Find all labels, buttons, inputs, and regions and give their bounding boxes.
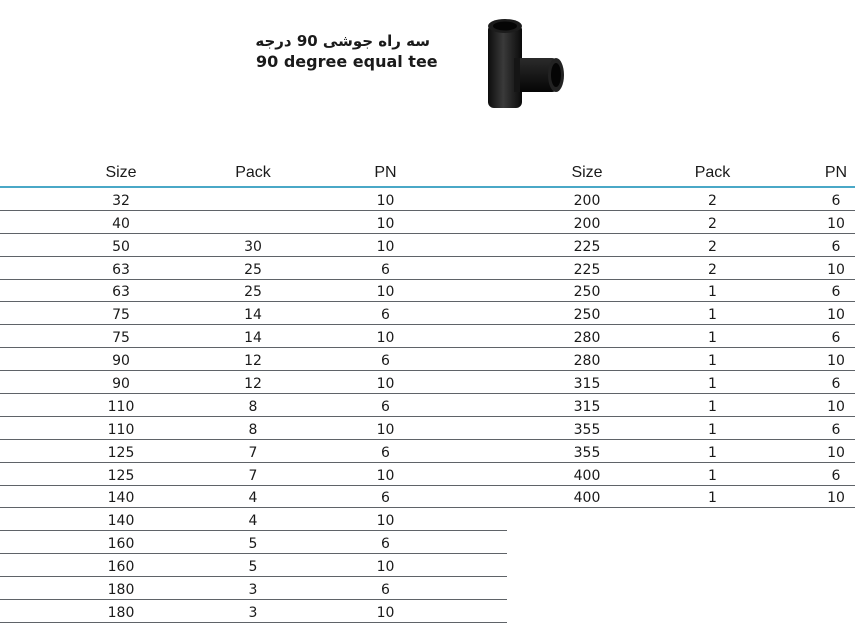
- pn-cell: 6: [314, 394, 507, 417]
- table-row: [0, 348, 507, 371]
- size-cell: 63: [0, 279, 192, 302]
- table-row: [0, 279, 507, 302]
- pn-cell: 10: [763, 439, 855, 462]
- size-cell: 110: [0, 416, 192, 439]
- size-cell: 40: [0, 210, 192, 233]
- table-row: [458, 439, 855, 462]
- pack-cell: 5: [192, 531, 314, 554]
- pn-cell: 6: [314, 485, 507, 508]
- pack-cell: 7: [192, 462, 314, 485]
- size-cell: 125: [0, 439, 192, 462]
- table-row: [0, 508, 507, 531]
- pack-cell: 3: [192, 577, 314, 600]
- pn-cell: 6: [314, 531, 507, 554]
- table-row: [458, 462, 855, 485]
- pack-cell: 1: [662, 439, 763, 462]
- table-row: [0, 256, 507, 279]
- pack-cell: 1: [662, 325, 763, 348]
- table-row: [0, 531, 507, 554]
- pn-cell: 10: [763, 485, 855, 508]
- pack-cell: 4: [192, 508, 314, 531]
- pn-cell: 10: [314, 210, 507, 233]
- table-row: [0, 325, 507, 348]
- table-row: [458, 394, 855, 417]
- column-header-size: Size: [0, 155, 192, 187]
- size-cell: 200: [458, 187, 662, 210]
- table-row: [0, 554, 507, 577]
- size-cell: 75: [0, 302, 192, 325]
- size-cell: 250: [458, 302, 662, 325]
- pack-cell: 1: [662, 485, 763, 508]
- table-row: [0, 462, 507, 485]
- pn-cell: 10: [314, 554, 507, 577]
- pn-cell: 6: [314, 256, 507, 279]
- size-cell: 280: [458, 325, 662, 348]
- pn-cell: 10: [314, 325, 507, 348]
- pn-cell: 10: [314, 600, 507, 623]
- size-cell: 225: [458, 233, 662, 256]
- pack-cell: 12: [192, 348, 314, 371]
- size-cell: 160: [0, 531, 192, 554]
- pn-cell: 10: [763, 348, 855, 371]
- pack-cell: 5: [192, 554, 314, 577]
- pack-cell: 1: [662, 348, 763, 371]
- right-spec-table: [458, 155, 855, 508]
- size-cell: 250: [458, 279, 662, 302]
- table-row: [458, 325, 855, 348]
- size-cell: 400: [458, 485, 662, 508]
- size-cell: 160: [0, 554, 192, 577]
- pack-cell: 25: [192, 256, 314, 279]
- column-header-pack: Pack: [662, 155, 763, 187]
- table-row: [0, 187, 507, 210]
- pn-cell: 6: [763, 371, 855, 394]
- size-cell: 110: [0, 394, 192, 417]
- table-row: [458, 210, 855, 233]
- pack-cell: 1: [662, 302, 763, 325]
- pn-cell: 6: [314, 577, 507, 600]
- size-cell: 32: [0, 187, 192, 210]
- size-cell: 315: [458, 371, 662, 394]
- tee-fitting-image: [470, 14, 570, 114]
- pn-cell: 10: [314, 371, 507, 394]
- pack-cell: 14: [192, 325, 314, 348]
- size-cell: 180: [0, 600, 192, 623]
- size-cell: 280: [458, 348, 662, 371]
- pn-cell: 6: [314, 439, 507, 462]
- left-spec-table: [0, 155, 507, 623]
- pack-cell: [192, 210, 314, 233]
- pn-cell: 6: [763, 325, 855, 348]
- pn-cell: 10: [763, 210, 855, 233]
- pack-cell: 14: [192, 302, 314, 325]
- pn-cell: 10: [314, 416, 507, 439]
- size-cell: 75: [0, 325, 192, 348]
- pn-cell: 10: [763, 394, 855, 417]
- column-header-pack: Pack: [192, 155, 314, 187]
- size-cell: 200: [458, 210, 662, 233]
- pn-cell: 10: [314, 462, 507, 485]
- pack-cell: 30: [192, 233, 314, 256]
- pn-cell: 10: [763, 256, 855, 279]
- pack-cell: 2: [662, 210, 763, 233]
- column-header-size: Size: [458, 155, 662, 187]
- pack-cell: 8: [192, 394, 314, 417]
- size-cell: 63: [0, 256, 192, 279]
- pack-cell: 2: [662, 187, 763, 210]
- table-row: [0, 600, 507, 623]
- pn-cell: 10: [763, 302, 855, 325]
- table-row: [0, 439, 507, 462]
- size-cell: 140: [0, 508, 192, 531]
- pack-cell: 7: [192, 439, 314, 462]
- column-header-pn: PN: [314, 155, 507, 187]
- size-cell: 90: [0, 371, 192, 394]
- table-row: [458, 416, 855, 439]
- pn-cell: 6: [763, 462, 855, 485]
- pack-cell: 1: [662, 371, 763, 394]
- table-row: [458, 485, 855, 508]
- pn-cell: 10: [314, 187, 507, 210]
- table-row: [0, 485, 507, 508]
- size-cell: 355: [458, 416, 662, 439]
- pn-cell: 6: [763, 279, 855, 302]
- size-cell: 355: [458, 439, 662, 462]
- column-header-pn: PN: [763, 155, 855, 187]
- table-row: [0, 416, 507, 439]
- pack-cell: 4: [192, 485, 314, 508]
- pn-cell: 6: [314, 348, 507, 371]
- pack-cell: 12: [192, 371, 314, 394]
- table-row: [458, 302, 855, 325]
- pack-cell: 1: [662, 394, 763, 417]
- table-row: [0, 577, 507, 600]
- pack-cell: 8: [192, 416, 314, 439]
- pack-cell: 25: [192, 279, 314, 302]
- size-cell: 140: [0, 485, 192, 508]
- table-row: [458, 233, 855, 256]
- pack-cell: [192, 187, 314, 210]
- pn-cell: 6: [763, 416, 855, 439]
- pack-cell: 1: [662, 462, 763, 485]
- pack-cell: 3: [192, 600, 314, 623]
- product-title-persian: سه راه جوشی 90 درجه: [255, 32, 430, 50]
- size-cell: 180: [0, 577, 192, 600]
- size-cell: 400: [458, 462, 662, 485]
- pn-cell: 10: [314, 508, 507, 531]
- table-row: [458, 187, 855, 210]
- table-row: [458, 279, 855, 302]
- size-cell: 50: [0, 233, 192, 256]
- pn-cell: 6: [763, 187, 855, 210]
- size-cell: 225: [458, 256, 662, 279]
- pack-cell: 2: [662, 233, 763, 256]
- pn-cell: 6: [763, 233, 855, 256]
- pack-cell: 1: [662, 416, 763, 439]
- size-cell: 125: [0, 462, 192, 485]
- table-row: [0, 233, 507, 256]
- pn-cell: 10: [314, 279, 507, 302]
- table-row: [0, 394, 507, 417]
- table-row: [0, 210, 507, 233]
- table-row: [458, 348, 855, 371]
- product-title-english: 90 degree equal tee: [256, 52, 438, 71]
- pack-cell: 1: [662, 279, 763, 302]
- pn-cell: 6: [314, 302, 507, 325]
- table-row: [458, 371, 855, 394]
- size-cell: 90: [0, 348, 192, 371]
- table-row: [0, 302, 507, 325]
- size-cell: 315: [458, 394, 662, 417]
- pack-cell: 2: [662, 256, 763, 279]
- pn-cell: 10: [314, 233, 507, 256]
- table-row: [0, 371, 507, 394]
- table-row: [458, 256, 855, 279]
